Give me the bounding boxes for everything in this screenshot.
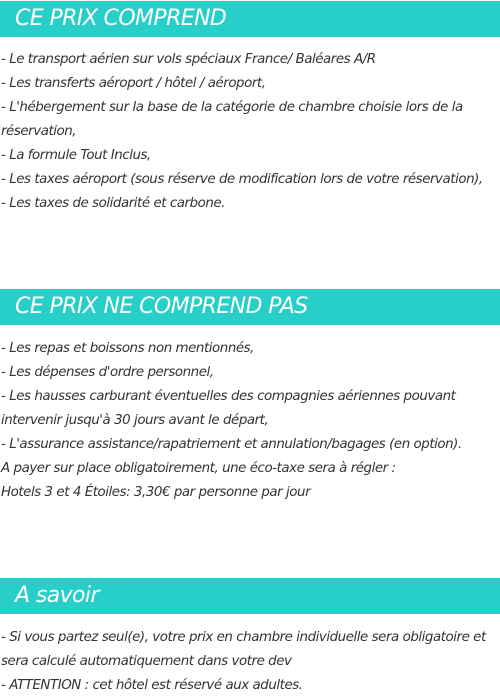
list-item: - Les repas et boissons non mentionnés, [1, 341, 254, 356]
list-item: sera calculé automatiquement dans votre dev [1, 654, 292, 669]
list-item: - Les taxes aéroport (sous réserve de modification lors de votre réservation), [1, 172, 483, 187]
list-item: Hotels 3 et 4 Étoiles: 3,30€ par personne par jour [1, 485, 311, 500]
list-item: - Le transport aérien sur vols spéciaux France/ Baléares A/R [1, 52, 376, 67]
list-item: - Les dépenses d'ordre personnel, [1, 365, 214, 380]
list-item: - Les taxes de solidarité et carbone. [1, 196, 225, 211]
list-item: - ATTENTION : cet hôtel est réservé aux adultes. [1, 678, 303, 693]
list-item: - L'hébergement sur la base de la catégorie de chambre choisie lors de la [1, 100, 463, 115]
list-item: - Les hausses carburant éventuelles des compagnies aériennes pouvant [1, 389, 456, 404]
good-to-know-list [1, 626, 499, 698]
not-included-list [1, 337, 499, 505]
list-item: A payer sur place obligatoirement, une éco-taxe sera à régler : [1, 461, 396, 476]
list-item: réservation, [1, 124, 77, 139]
section-title-not-included: CE PRIX NE COMPREND PAS [0, 289, 500, 325]
list-item: - Les transferts aéroport / hôtel / aéroport, [1, 76, 266, 91]
list-item: - L'assurance assistance/rapatriement et annulation/bagages (en option). [1, 437, 462, 452]
list-item: - Si vous partez seul(e), votre prix en chambre individuelle sera obligatoire et [1, 630, 486, 645]
included-list [1, 48, 499, 216]
list-item: - La formule Tout Inclus, [1, 148, 151, 163]
section-title-good-to-know: A savoir [0, 578, 500, 614]
list-item: intervenir jusqu'à 30 jours avant le départ, [1, 413, 269, 428]
section-title-included: CE PRIX COMPREND [0, 1, 500, 37]
